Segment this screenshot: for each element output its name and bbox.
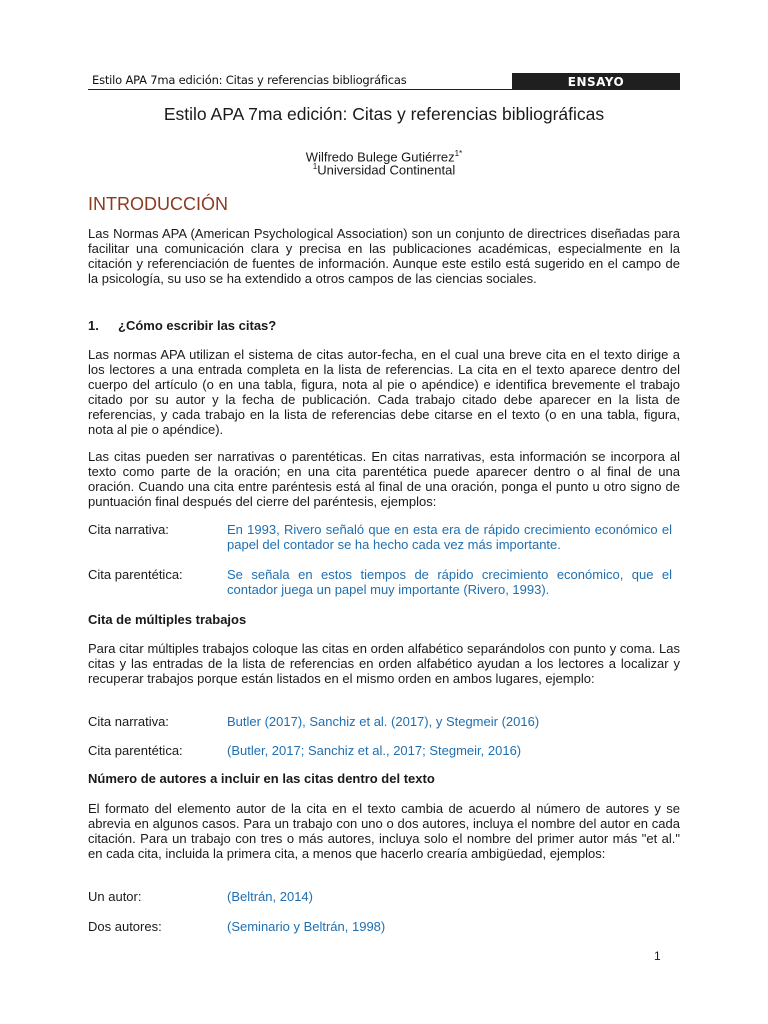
example-text-parenthetical: Se señala en estos tiempos de rápido crecimiento económico, que el contador juega un papel muy importante (Rivero, 1993). xyxy=(227,567,672,597)
author-superscript: 1* xyxy=(454,149,463,158)
document-title: Estilo APA 7ma edición: Citas y referencias bibliográficas xyxy=(163,104,605,124)
section1-paragraph-2: Las citas pueden ser narrativas o parentéticas. En citas narrativas, esta información se incorpora al texto como parte de la oración; en una cita parentética puede aparecer dentro o al final de una oración. Cuando una cita entre paréntesis está al final de una oración, ponga el punto u otro signo de puntuación final después del cierre del paréntesis, ejemplos: xyxy=(88,449,680,509)
multiple-works-paragraph: Para citar múltiples trabajos coloque las citas en orden alfabético separándolos con punto y coma. Las citas y las entradas de la lista de referencias en orden alfabético ayudan a los lectores a localizar y recuperar trabajos porque están listados en el mismo orden en ambos lugares, ejemplo: xyxy=(88,641,680,686)
author-name: Wilfredo Bulege Gutiérrez xyxy=(305,149,455,165)
example-text-narrative: En 1993, Rivero señaló que en esta era de rápido crecimiento económico el papel del contador se ha hecho cada vez más importante. xyxy=(227,522,672,552)
example-label-narrative: Cita narrativa: xyxy=(88,522,169,537)
two-authors-text: (Seminario y Beltrán, 1998) xyxy=(227,919,386,934)
intro-paragraph: Las Normas APA (American Psychological Association) son un conjunto de directrices diseñadas para facilitar una comunicación clara y precisa en las publicaciones académicas, especialmente en la citación y referenciación de fuentes de información. Aunque este estilo está sugerido en el campo de la psicología, su uso se ha extendido a otros campos de las ciencias sociales. xyxy=(88,226,680,286)
multiple-text-narrative: Butler (2017), Sanchiz et al. (2017), y Stegmeir (2016) xyxy=(227,714,540,729)
section1-heading xyxy=(88,318,276,333)
running-header-title: Estilo APA 7ma edición: Citas y referencias bibliográficas xyxy=(92,73,407,87)
two-authors-label: Dos autores: xyxy=(88,919,162,934)
one-author-label: Un autor: xyxy=(88,889,142,904)
section1-paragraph-1: Las normas APA utilizan el sistema de citas autor-fecha, en el cual una breve cita en el texto dirige a los lectores a una entrada completa en la lista de referencias. La cita en el texto aparece dentro del cuerpo del artículo (o en una tabla, figura, nota al pie o apéndice) e identifica brevemente el trabajo citado por su autor y la fecha de publicación. Cada trabajo citado debe aparecer en la lista de referencias, y cada trabajo en la lista de referencias debe citarse en el texto (o en una tabla, figura, nota al pie o apéndice). xyxy=(88,347,680,437)
authors-count-paragraph: El formato del elemento autor de la cita en el texto cambia de acuerdo al número de autores y se abrevia en algunos casos. Para un trabajo con uno o dos autores, incluya el nombre del autor en cada citación. Para un trabajo con tres o más autores, incluya solo el nombre del primer autor más "et al." en cada cita, incluida la primera cita, a menos que hacerlo crearía ambigüedad, ejemplos: xyxy=(88,801,680,861)
section-badge: ENSAYO xyxy=(512,73,680,89)
multiple-label-parenthetical: Cita parentética: xyxy=(88,743,183,758)
example-label-parenthetical: Cita parentética: xyxy=(88,567,183,582)
header-divider xyxy=(88,89,680,90)
multiple-label-narrative: Cita narrativa: xyxy=(88,714,169,729)
section1-number: 1. xyxy=(88,318,99,333)
authors-count-heading: Número de autores a incluir en las citas dentro del texto xyxy=(88,771,435,786)
affiliation-superscript: 1 xyxy=(312,162,318,171)
affiliation-line xyxy=(0,162,768,177)
affiliation-name: Universidad Continental xyxy=(317,162,456,178)
intro-heading: INTRODUCCIÓN xyxy=(88,194,228,214)
multiple-text-parenthetical: (Butler, 2017; Sanchiz et al., 2017; Stegmeir, 2016) xyxy=(227,743,522,758)
multiple-works-heading: Cita de múltiples trabajos xyxy=(88,612,247,627)
page-number: 1 xyxy=(654,949,661,963)
one-author-text: (Beltrán, 2014) xyxy=(227,889,313,904)
section1-heading-text: ¿Cómo escribir las citas? xyxy=(118,318,277,333)
